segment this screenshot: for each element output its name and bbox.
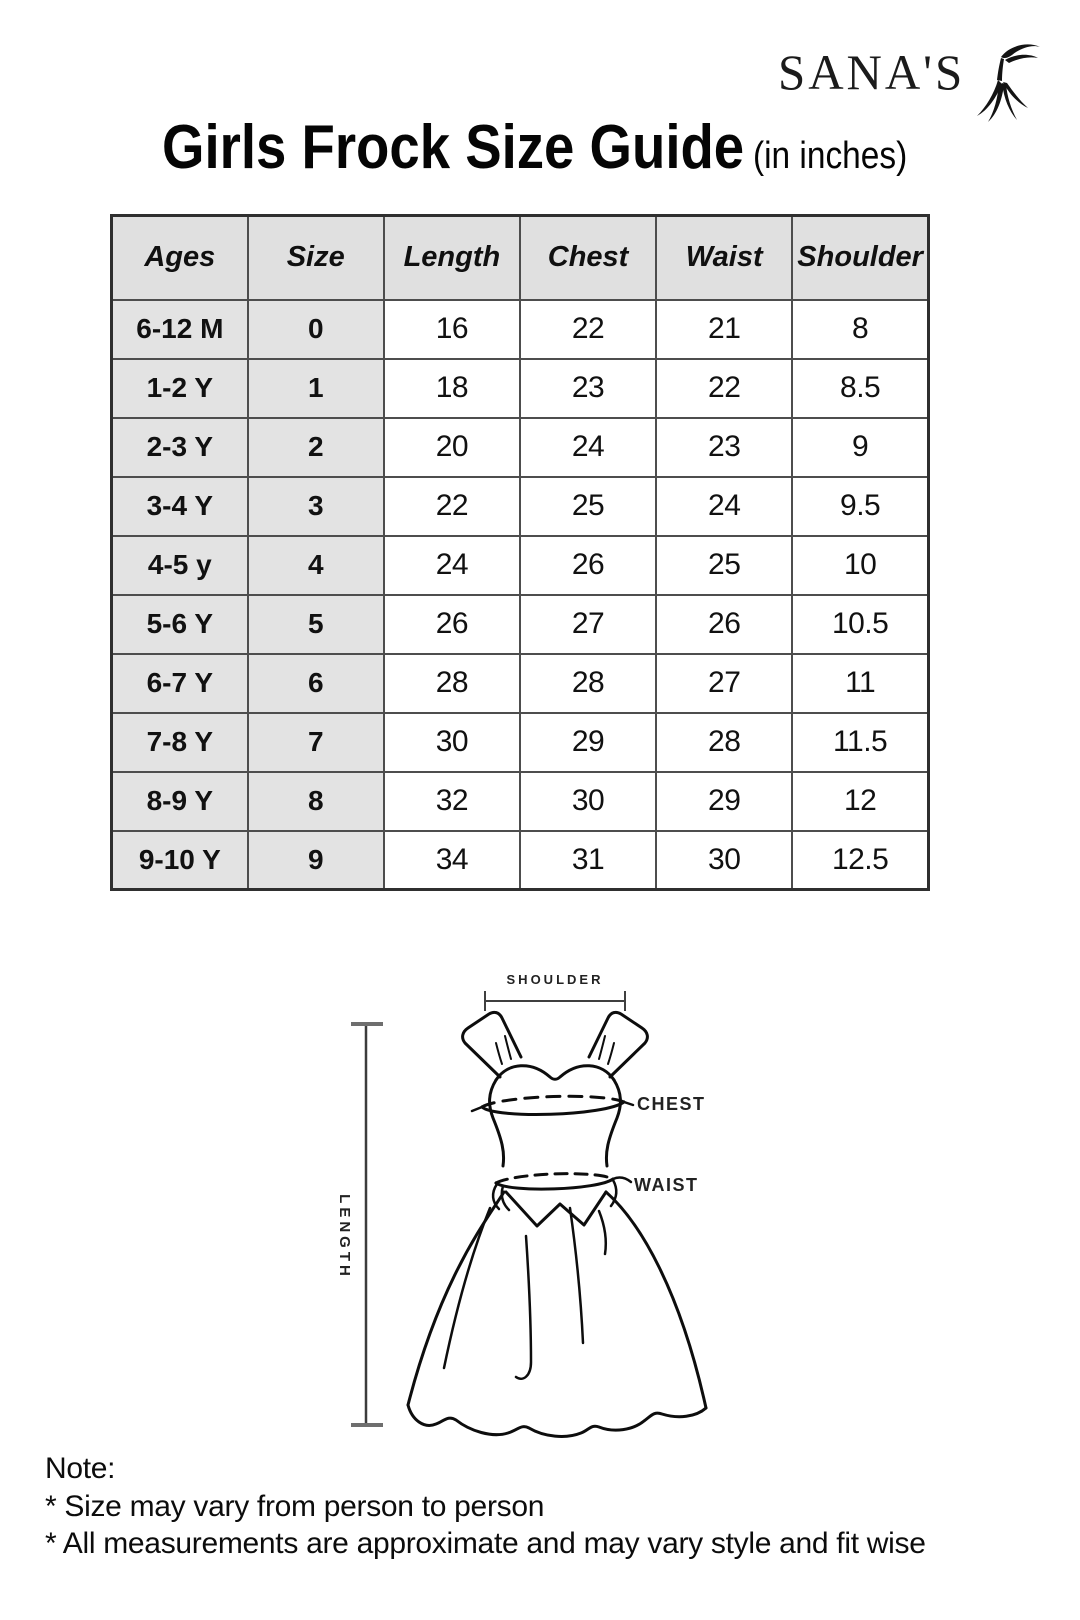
- table-row: [112, 300, 929, 359]
- cell-ages: 9-10 Y: [112, 831, 248, 890]
- header-waist: Waist: [656, 216, 792, 300]
- table-row: [112, 477, 929, 536]
- cell-waist: 28: [656, 713, 792, 772]
- cell-shoulder: 8: [792, 300, 928, 359]
- cell-waist: 29: [656, 772, 792, 831]
- flowing-dress-icon: [975, 40, 1041, 124]
- cell-shoulder: 11: [792, 654, 928, 713]
- cell-shoulder: 9: [792, 418, 928, 477]
- cell-ages: 5-6 Y: [112, 595, 248, 654]
- cell-shoulder: 11.5: [792, 713, 928, 772]
- cell-size: 8: [248, 772, 384, 831]
- header-size: Size: [248, 216, 384, 300]
- brand-name: SANA'S: [778, 44, 966, 100]
- cell-waist: 26: [656, 595, 792, 654]
- header-length: Length: [384, 216, 520, 300]
- cell-size: 7: [248, 713, 384, 772]
- chest-label: CHEST: [637, 1094, 706, 1114]
- cell-size: 9: [248, 831, 384, 890]
- note-item: * All measurements are approximate and may vary style and fit wise: [45, 1527, 926, 1560]
- header-row: [112, 216, 929, 300]
- table-row: [112, 359, 929, 418]
- cell-size: 0: [248, 300, 384, 359]
- table-row: [112, 831, 929, 890]
- header-chest: Chest: [520, 216, 656, 300]
- table-row: [112, 772, 929, 831]
- cell-size: 1: [248, 359, 384, 418]
- waist-label: WAIST: [634, 1175, 699, 1195]
- cell-waist: 24: [656, 477, 792, 536]
- length-label: LENGTH: [336, 1194, 353, 1280]
- cell-size: 3: [248, 477, 384, 536]
- cell-chest: 24: [520, 418, 656, 477]
- cell-length: 24: [384, 536, 520, 595]
- cell-chest: 29: [520, 713, 656, 772]
- cell-length: 16: [384, 300, 520, 359]
- cell-size: 2: [248, 418, 384, 477]
- notes-heading: Note:: [45, 1452, 116, 1485]
- cell-ages: 4-5 y: [112, 536, 248, 595]
- cell-length: 18: [384, 359, 520, 418]
- cell-length: 20: [384, 418, 520, 477]
- note-item: * Size may vary from person to person: [45, 1489, 545, 1523]
- cell-shoulder: 9.5: [792, 477, 928, 536]
- cell-length: 28: [384, 654, 520, 713]
- cell-ages: 8-9 Y: [112, 772, 248, 831]
- table-row: [112, 418, 929, 477]
- length-measure-line: [351, 1024, 383, 1425]
- page-title-main: Girls Frock Size Guide: [162, 113, 745, 182]
- header-ages: Ages: [112, 216, 248, 300]
- cell-chest: 31: [520, 831, 656, 890]
- cell-chest: 28: [520, 654, 656, 713]
- notes: [45, 1450, 926, 1563]
- table-row: [112, 536, 929, 595]
- cell-size: 5: [248, 595, 384, 654]
- cell-waist: 27: [656, 654, 792, 713]
- shoulder-label: SHOULDER: [506, 972, 604, 987]
- cell-chest: 26: [520, 536, 656, 595]
- cell-waist: 21: [656, 300, 792, 359]
- cell-waist: 30: [656, 831, 792, 890]
- cell-shoulder: 8.5: [792, 359, 928, 418]
- cell-waist: 23: [656, 418, 792, 477]
- header-shoulder: Shoulder: [792, 216, 928, 300]
- cell-chest: 30: [520, 772, 656, 831]
- cell-length: 30: [384, 713, 520, 772]
- table-row: [112, 595, 929, 654]
- cell-ages: 1-2 Y: [112, 359, 248, 418]
- cell-length: 26: [384, 595, 520, 654]
- cell-ages: 2-3 Y: [112, 418, 248, 477]
- cell-shoulder: 10: [792, 536, 928, 595]
- cell-shoulder: 12: [792, 772, 928, 831]
- cell-length: 32: [384, 772, 520, 831]
- cell-ages: 6-7 Y: [112, 654, 248, 713]
- cell-ages: 7-8 Y: [112, 713, 248, 772]
- cell-waist: 22: [656, 359, 792, 418]
- cell-chest: 23: [520, 359, 656, 418]
- page-title: [162, 112, 907, 183]
- cell-size: 6: [248, 654, 384, 713]
- frock-sketch: [408, 1012, 706, 1436]
- shoulder-measure-line: [485, 991, 625, 1011]
- cell-size: 4: [248, 536, 384, 595]
- cell-chest: 25: [520, 477, 656, 536]
- cell-length: 22: [384, 477, 520, 536]
- cell-shoulder: 12.5: [792, 831, 928, 890]
- size-guide-table: [110, 214, 930, 891]
- frock-measurement-diagram: [300, 930, 720, 1450]
- cell-chest: 22: [520, 300, 656, 359]
- cell-shoulder: 10.5: [792, 595, 928, 654]
- page-title-units: (in inches): [752, 135, 908, 177]
- table-row: [112, 713, 929, 772]
- cell-ages: 3-4 Y: [112, 477, 248, 536]
- cell-chest: 27: [520, 595, 656, 654]
- cell-ages: 6-12 M: [112, 300, 248, 359]
- table-row: [112, 654, 929, 713]
- cell-waist: 25: [656, 536, 792, 595]
- cell-length: 34: [384, 831, 520, 890]
